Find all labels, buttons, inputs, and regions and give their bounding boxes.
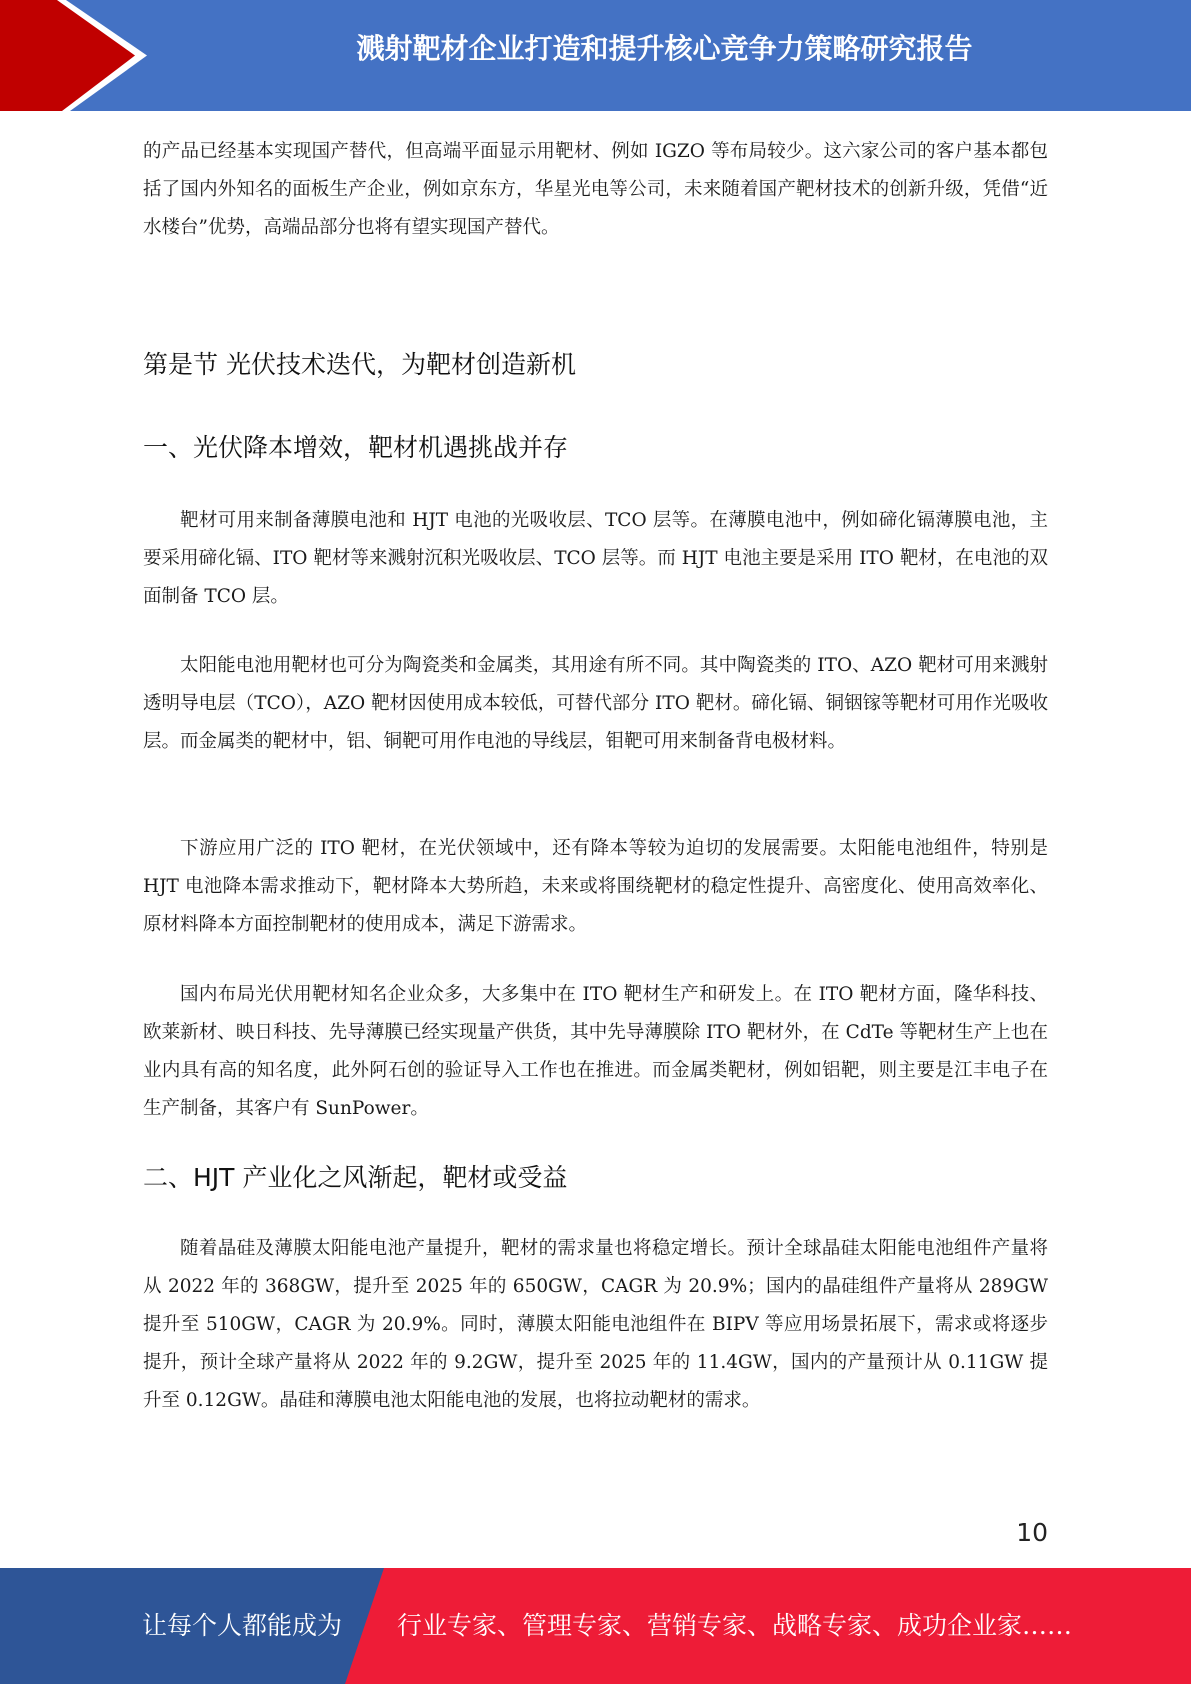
arrow-fill-shape xyxy=(0,0,135,111)
subsection-heading-1: 一、光伏降本增效，靶材机遇挑战并存 xyxy=(143,433,569,462)
footer-slogan-right: 行业专家、管理专家、营销专家、战略专家、成功企业家…… xyxy=(397,1611,1073,1640)
body-paragraph: 随着晶硅及薄膜太阳能电池产量提升，靶材的需求量也将稳定增长。预计全球晶硅太阳能电池组件产量将从 2022 年的 368GW，提升至 2025 年的 650GW，CAGR 为 20.9%；国内的晶硅组件产量将从 289GW 提升至 510GW，CAGR 为 20.9%。同时，薄膜太阳能电池组件在 BIPV 等应用场景拓展下，需求或将逐步提升，预计全球产量将从 2022 年的 9.2GW，提升至 2025 年的 11.4GW，国内的产量预计从 0.11GW 提升至 0.12GW。晶硅和薄膜电池太阳能电池的发展，也将拉动靶材的需求。 xyxy=(143,1238,1048,1411)
section-heading: 第是节 光伏技术迭代，为靶材创造新机 xyxy=(143,350,576,379)
subsection-heading-2: 二、HJT 产业化之风渐起，靶材或受益 xyxy=(143,1163,568,1192)
report-header-banner xyxy=(0,0,1191,111)
body-paragraph: 靶材可用来制备薄膜电池和 HJT 电池的光吸收层、TCO 层等。在薄膜电池中，例如碲化镉薄膜电池，主要采用碲化镉、ITO 靶材等来溅射沉积光吸收层、TCO 层等。而 HJT 电池主要是采用 ITO 靶材，在电池的双面制备 TCO 层。 xyxy=(143,510,1048,607)
page-number: 10 xyxy=(1016,1518,1048,1547)
report-title: 溅射靶材企业打造和提升核心竞争力策略研究报告 xyxy=(356,32,973,65)
footer-slogan-left: 让每个人都能成为 xyxy=(142,1611,343,1640)
intro-paragraph: 的产品已经基本实现国产替代，但高端平面显示用靶材、例如 IGZO 等布局较少。这六家公司的客户基本都包括了国内外知名的面板生产企业，例如京东方，华星光电等公司，未来随着国产靶材技术的创新升级，凭借“近水楼台”优势，高端品部分也将有望实现国产替代。 xyxy=(143,141,1048,238)
body-paragraph: 国内布局光伏用靶材知名企业众多，大多集中在 ITO 靶材生产和研发上。在 ITO 靶材方面，隆华科技、欧莱新材、映日科技、先导薄膜已经实现量产供货，其中先导薄膜除 ITO 靶材外，在 CdTe 等靶材生产上也在业内具有高的知名度，此外阿石创的验证导入工作也在推进。而金属类靶材，例如铝靶，则主要是江丰电子在生产制备，其客户有 SunPower。 xyxy=(143,984,1048,1119)
body-paragraph: 下游应用广泛的 ITO 靶材，在光伏领域中，还有降本等较为迫切的发展需要。太阳能电池组件，特别是 HJT 电池降本需求推动下，靶材降本大势所趋，未来或将围绕靶材的稳定性提升、高密度化、使用高效率化、原材料降本方面控制靶材的使用成本，满足下游需求。 xyxy=(143,838,1048,935)
body-paragraph: 太阳能电池用靶材也可分为陶瓷类和金属类，其用途有所不同。其中陶瓷类的 ITO、AZO 靶材可用来溅射透明导电层（TCO），AZO 靶材因使用成本较低，可替代部分 ITO 靶材。碲化镉、铜铟镓等靶材可用作光吸收层。而金属类的靶材中，铝、铜靶可用作电池的导线层，钼靶可用来制备背电极材料。 xyxy=(143,655,1048,752)
footer-banner xyxy=(0,1568,1191,1684)
